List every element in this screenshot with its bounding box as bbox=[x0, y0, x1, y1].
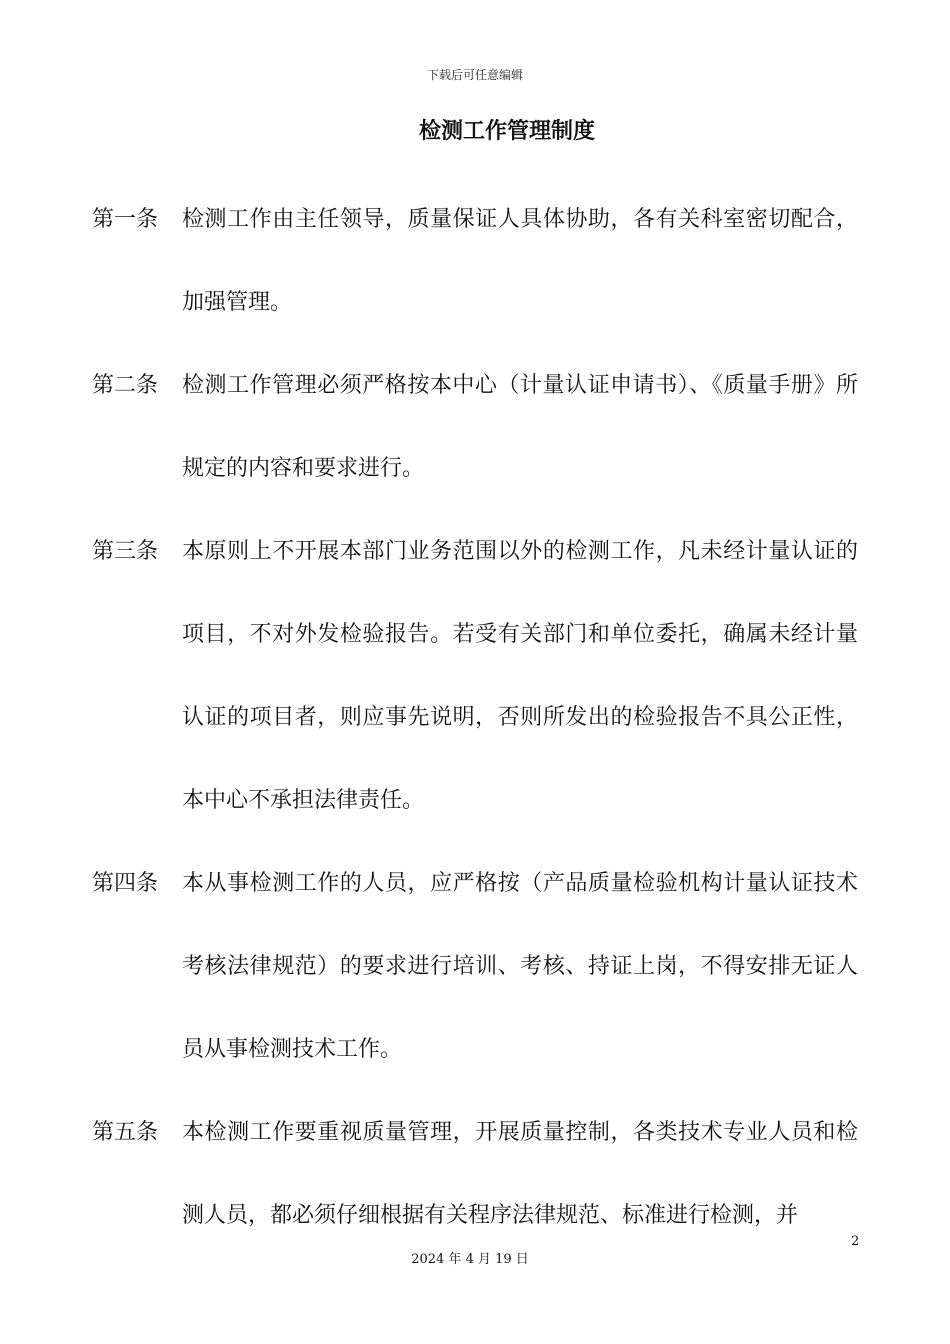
article-label: 第五条 bbox=[92, 1120, 159, 1145]
article-text: 检测工作由主任领导，质量保证人具体协助，各有关科室密切配合，加强管理。 bbox=[182, 207, 858, 315]
article-text: 本原则上不开展本部门业务范围以外的检测工作，凡未经计量认证的项目，不对外发检验报告。若受有关部门和单位委托，确属未经计量认证的项目者，则应事先说明，否则所发出的检验报告不具公正性，本中心不承担法律责任。 bbox=[182, 539, 858, 813]
header-note: 下载后可任意编辑 bbox=[426, 68, 523, 82]
article-4 bbox=[92, 842, 882, 1091]
document-title: 检测工作管理制度 bbox=[418, 119, 595, 144]
article-label: 第三条 bbox=[92, 539, 159, 564]
article-text: 检测工作管理必须严格按本中心（计量认证申请书）、《质量手册》所规定的内容和要求进行。 bbox=[182, 373, 858, 481]
article-label: 第二条 bbox=[92, 373, 159, 398]
article-1 bbox=[92, 178, 882, 344]
article-5 bbox=[92, 1091, 882, 1257]
article-text: 本检测工作要重视质量管理，开展质量控制，各类技术专业人员和检测人员，都必须仔细根据有关程序法律规范、标准进行检测，并 bbox=[182, 1120, 858, 1228]
footer-date: 2024 年 4 月 19 日 bbox=[411, 1252, 529, 1267]
article-3 bbox=[92, 510, 882, 842]
page-number: 2 bbox=[851, 1234, 860, 1249]
article-label: 第四条 bbox=[92, 871, 159, 896]
article-label: 第一条 bbox=[92, 207, 159, 232]
document-body bbox=[92, 178, 882, 1257]
article-2 bbox=[92, 344, 882, 510]
article-text: 本从事检测工作的人员，应严格按（产品质量检验机构计量认证技术考核法律规范）的要求进行培训、考核、持证上岗，不得安排无证人员从事检测技术工作。 bbox=[182, 871, 858, 1062]
